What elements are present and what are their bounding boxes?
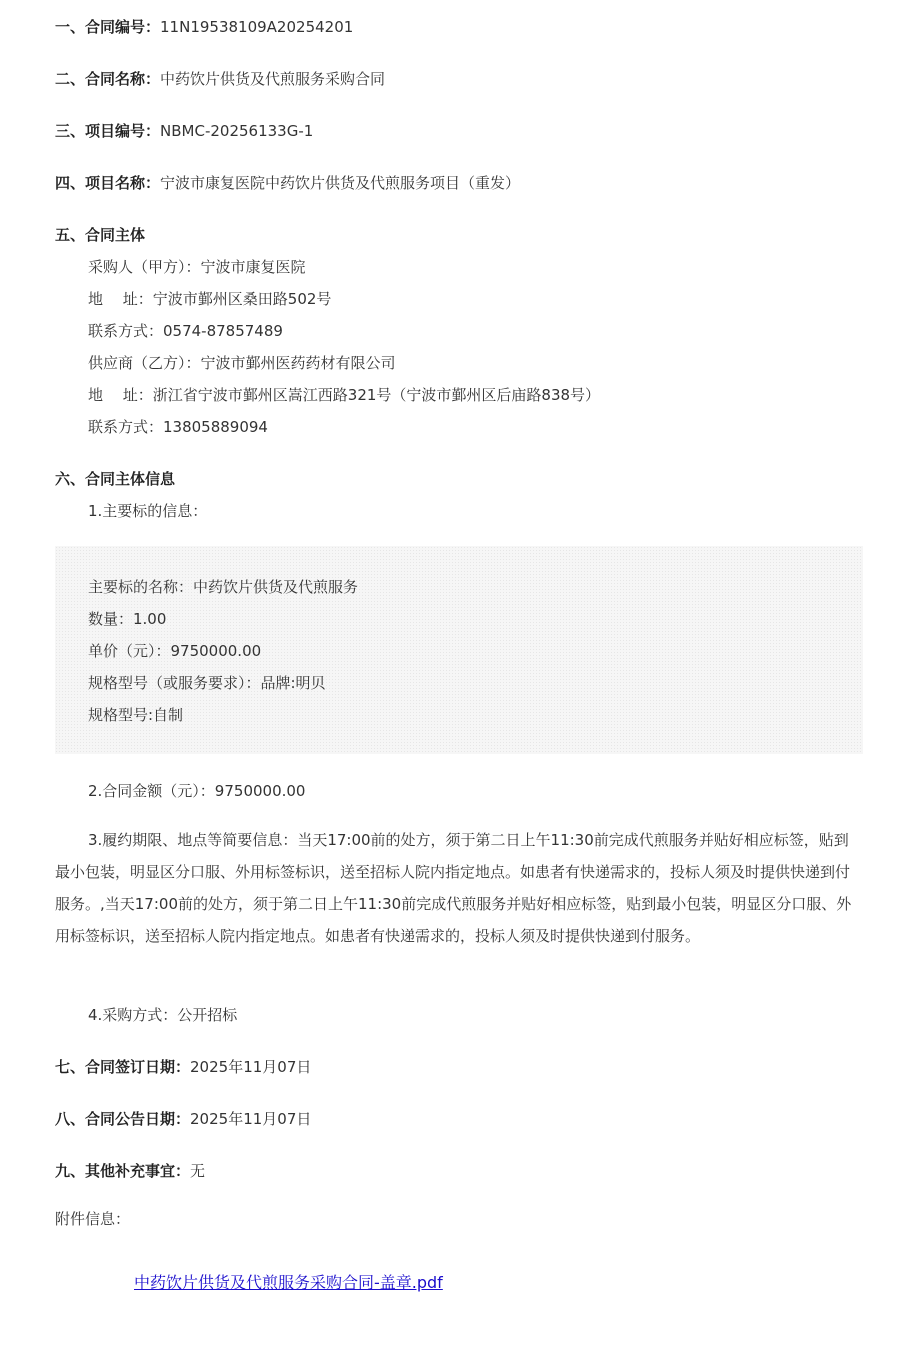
- project-number-label: 三、项目编号：: [55, 122, 161, 140]
- sign-date-label: 七、合同签订日期：: [55, 1058, 191, 1076]
- performance-info: 3.履约期限、地点等简要信息：当天17:00前的处方，须于第二日上午11:30前完成代煎服务并贴好相应标签，贴到最小包装，明显区分口服、外用标签标识，送至招标人院内指定地点。如患者有快递需求的，投标人须及时提供快递到付服务。,当天17:00前的处方，须于第二日上午11:30前完成代煎服务并贴好相应标签，贴到最小包装，明显区分口服、外用标签标识，送至招标人院内指定地点。如患者有快递需求的，投标人须及时提供快递到付服务。: [55, 831, 852, 945]
- buyer-address: 地 址：宁波市鄞州区桑田路502号: [88, 290, 332, 308]
- supplier-address: 地 址：浙江省宁波市鄞州区嵩江西路321号（宁波市鄞州区后庙路838号）: [88, 386, 601, 404]
- publish-date-value: 2025年11月07日: [190, 1110, 312, 1128]
- subject-intro: 1.主要标的信息：: [88, 502, 208, 520]
- publish-date-row: [55, 1108, 311, 1130]
- subject-quantity: 数量：1.00: [88, 610, 167, 628]
- contract-name-row: [55, 68, 385, 90]
- sign-date-row: [55, 1056, 311, 1078]
- project-name-value: 宁波市康复医院中药饮片供货及代煎服务项目（重发）: [160, 174, 521, 192]
- subject-spec: 规格型号（或服务要求）：品牌:明贝: [88, 674, 326, 692]
- buyer-name: 采购人（甲方）：宁波市康复医院: [88, 258, 306, 276]
- supplier-name: 供应商（乙方）：宁波市鄞州医药药材有限公司: [88, 354, 396, 372]
- publish-date-label: 八、合同公告日期：: [55, 1110, 191, 1128]
- other-matters-row: [55, 1160, 205, 1182]
- other-matters-label: 九、其他补充事宜：: [55, 1162, 191, 1180]
- project-number-value: NBMC-20256133G-1: [160, 122, 314, 140]
- other-matters-value: 无: [190, 1162, 206, 1180]
- procurement-method: 4.采购方式：公开招标: [88, 1006, 238, 1024]
- subject-info-box: [55, 546, 863, 754]
- buyer-contact: 联系方式：0574-87857489: [88, 322, 283, 340]
- contract-number-label: 一、合同编号：: [55, 18, 161, 36]
- info-heading: 六、合同主体信息: [55, 470, 176, 488]
- sign-date-value: 2025年11月07日: [190, 1058, 312, 1076]
- project-name-row: [55, 172, 520, 194]
- contract-number-row: [55, 16, 353, 38]
- subject-unit-price: 单价（元）：9750000.00: [88, 642, 262, 660]
- contract-name-label: 二、合同名称：: [55, 70, 161, 88]
- contract-number-value: 11N19538109A20254201: [160, 18, 354, 36]
- parties-heading: 五、合同主体: [55, 226, 146, 244]
- project-name-label: 四、项目名称：: [55, 174, 161, 192]
- contract-name-value: 中药饮片供货及代煎服务采购合同: [160, 70, 386, 88]
- project-number-row: [55, 120, 313, 142]
- contract-amount: 2.合同金额（元）：9750000.00: [88, 782, 306, 800]
- supplier-contact: 联系方式：13805889094: [88, 418, 268, 436]
- subject-name: 主要标的名称：中药饮片供货及代煎服务: [88, 578, 359, 596]
- attachment-heading: 附件信息：: [55, 1210, 131, 1228]
- subject-spec-2: 规格型号:自制: [88, 706, 184, 724]
- attachment-file-link[interactable]: 中药饮片供货及代煎服务采购合同-盖章.pdf: [134, 1273, 443, 1292]
